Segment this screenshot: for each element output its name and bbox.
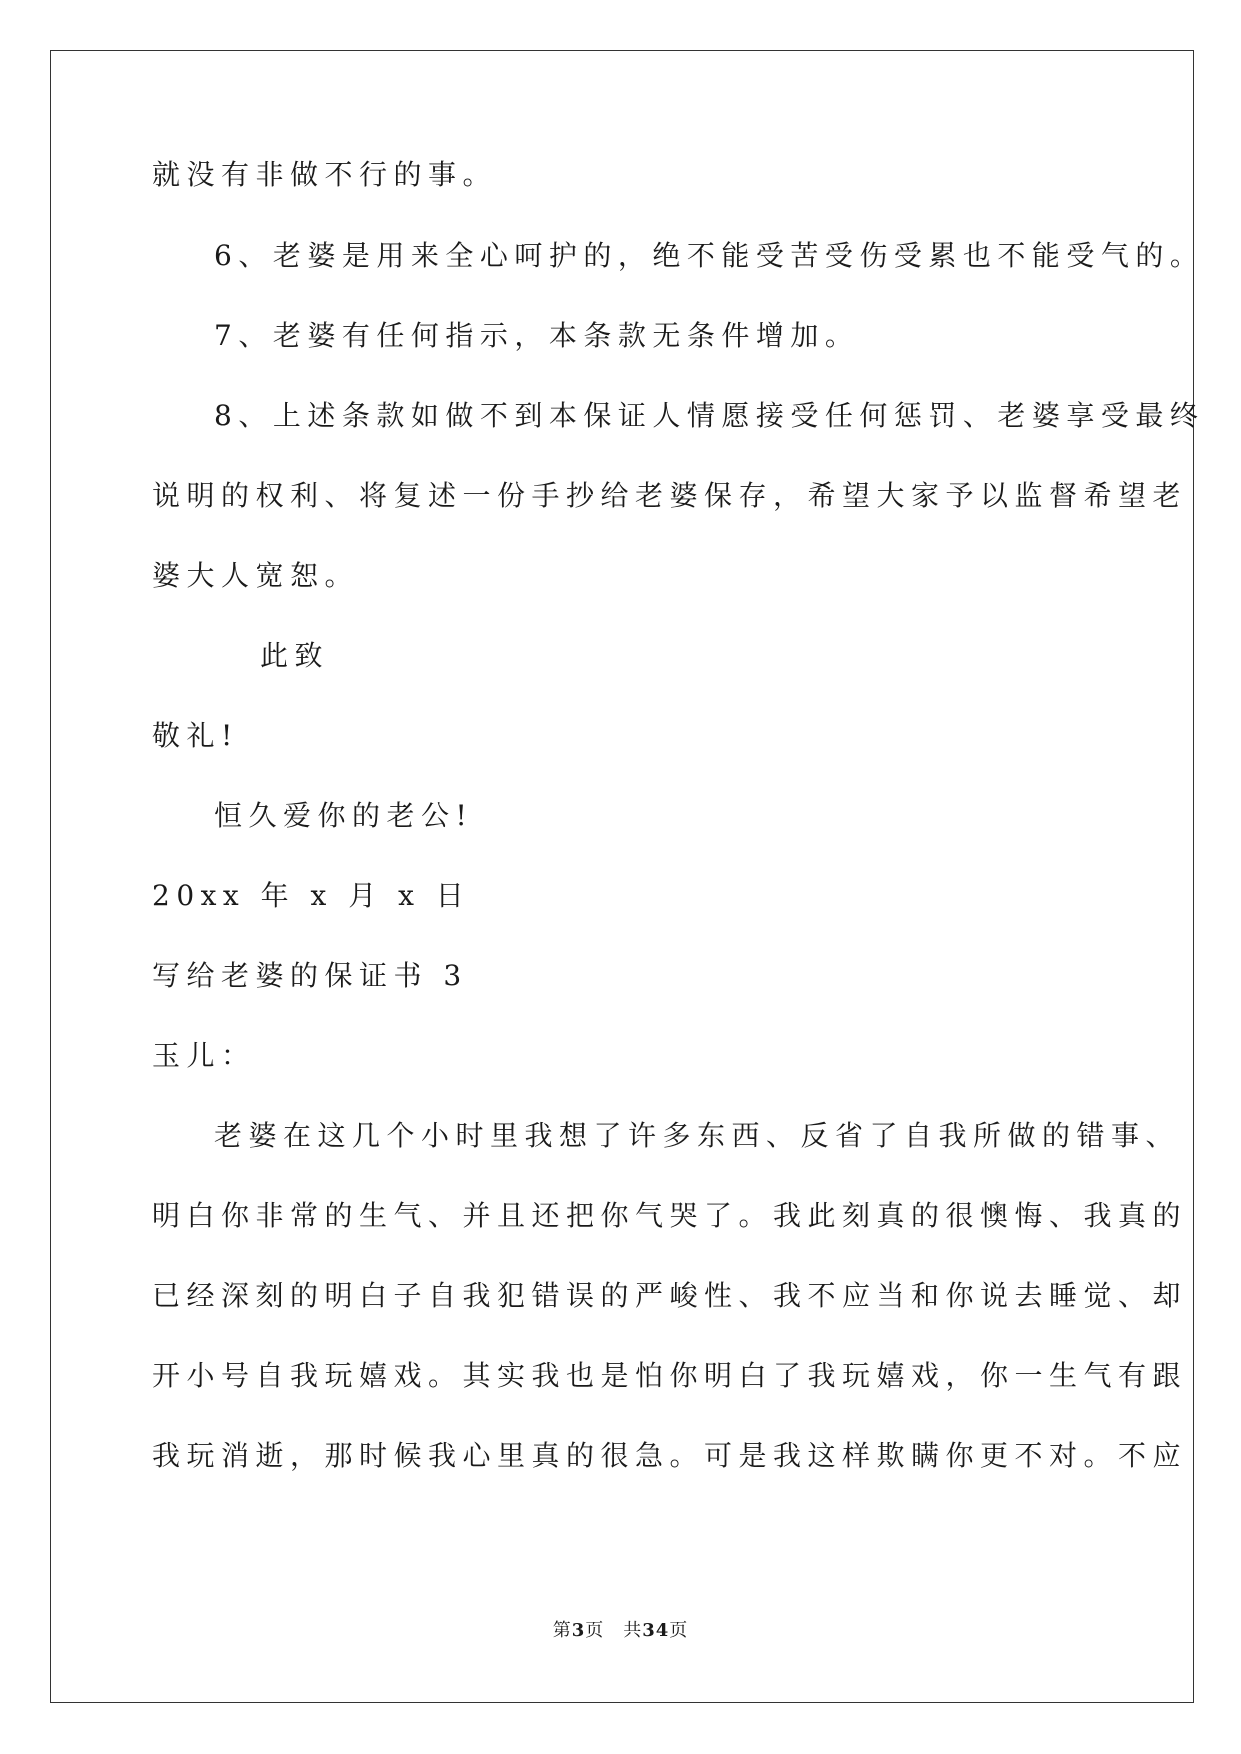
paragraph-line: 我玩消逝，那时候我心里真的很急。可是我这样欺瞒你更不对。不应 [152, 1439, 1188, 1472]
total-page-number: 34 [642, 1620, 670, 1641]
paragraph-line: 明白你非常的生气、并且还把你气哭了。我此刻真的很懊悔、我真的 [152, 1199, 1188, 1232]
text-line: 婆大人宽恕。 [152, 559, 360, 592]
text-line: 说明的权利、将复述一份手抄给老婆保存，希望大家予以监督希望老 [152, 479, 1188, 512]
footer-prefix: 第 [552, 1620, 572, 1641]
greeting: 玉儿： [152, 1039, 256, 1072]
clause-8: 8、上述条款如做不到本保证人情愿接受任何惩罚、老婆享受最终 [214, 399, 1205, 432]
closing-regards: 敬礼! [152, 719, 239, 752]
page-footer [0, 1620, 1241, 1642]
paragraph-line: 已经深刻的明白子自我犯错误的严峻性、我不应当和你说去睡觉、却 [152, 1279, 1188, 1312]
text-line: 就没有非做不行的事。 [152, 158, 498, 191]
closing-salutation: 此致 [260, 639, 330, 672]
signature: 恒久爱你的老公! [214, 799, 474, 832]
date-line: 20xx 年 x 月 x 日 [152, 879, 471, 912]
footer-suffix: 页 [669, 1620, 689, 1641]
current-page-number: 3 [571, 1620, 586, 1641]
paragraph-line: 老婆在这几个小时里我想了许多东西、反省了自我所做的错事、 [214, 1119, 1181, 1152]
paragraph-line: 开小号自我玩嬉戏。其实我也是怕你明白了我玩嬉戏，你一生气有跟 [152, 1359, 1188, 1392]
clause-6: 6、老婆是用来全心呵护的，绝不能受苦受伤受累也不能受气的。 [214, 239, 1205, 272]
clause-7: 7、老婆有任何指示，本条款无条件增加。 [214, 319, 860, 352]
footer-middle: 页 共 [585, 1620, 643, 1641]
section-title: 写给老婆的保证书 3 [152, 959, 468, 992]
